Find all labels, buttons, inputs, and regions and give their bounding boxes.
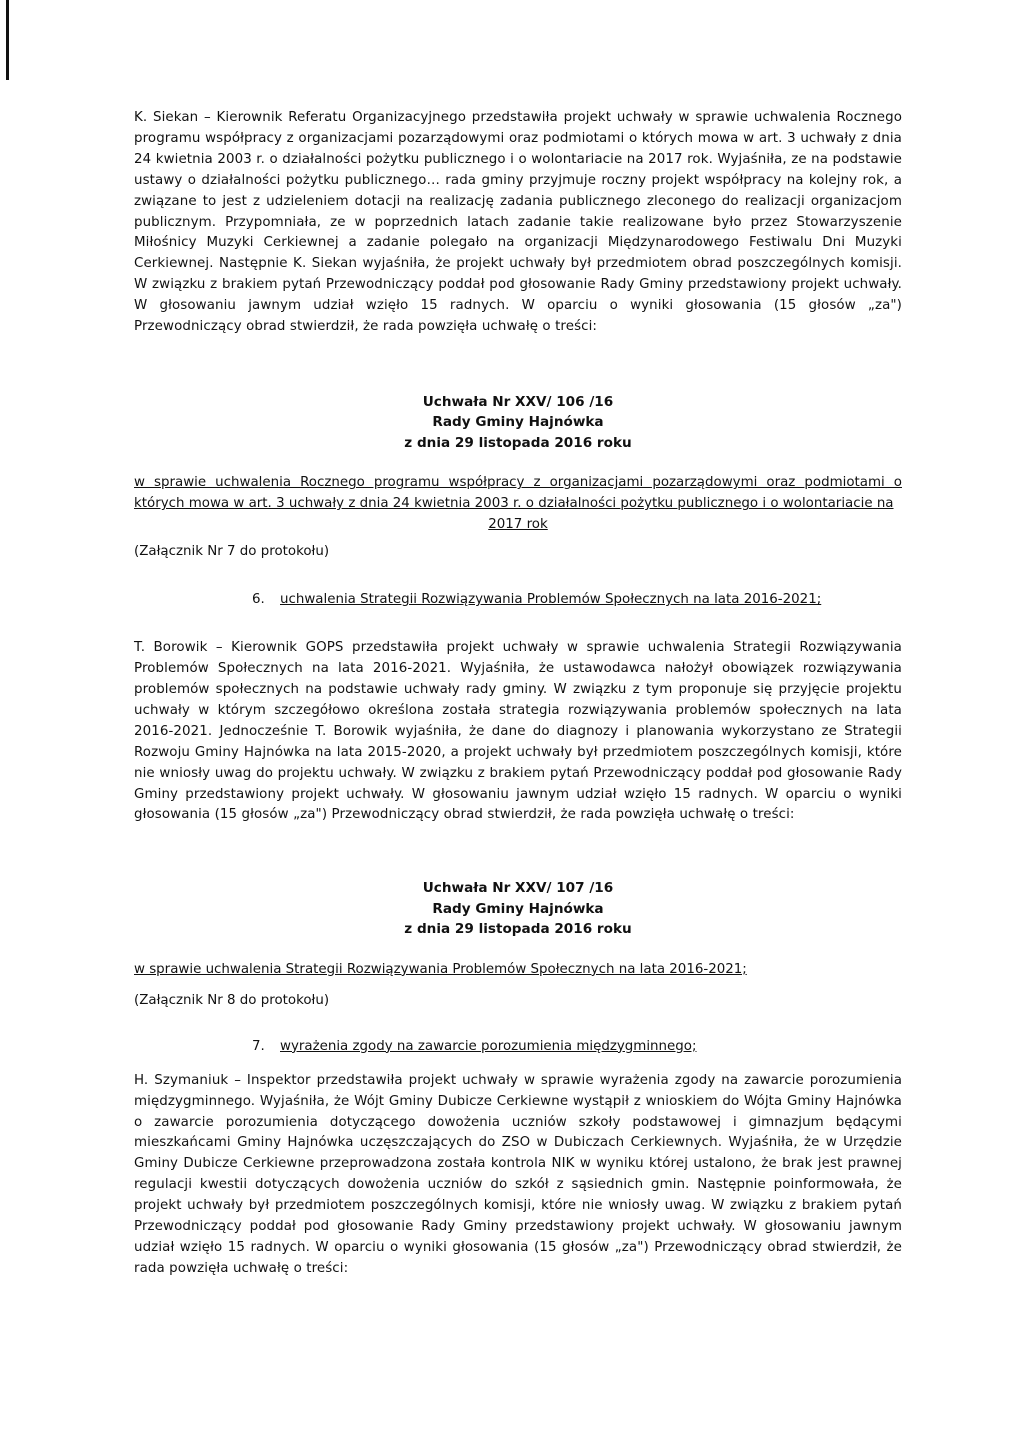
annex-8: (Załącznik Nr 8 do protokołu) [134, 992, 330, 1008]
resolution-council: Rady Gminy Hajnówka [432, 900, 604, 917]
resolution-subject-last-line: 2017 rok [488, 517, 548, 533]
agenda-item-title: uchwalenia Strategii Rozwiązywania Problemów Społecznych na lata 2016-2021; [280, 592, 822, 608]
annex-7: (Załącznik Nr 7 do protokołu) [134, 544, 330, 560]
paragraph-siekan: K. Siekan – Kierownik Referatu Organizacyjnego przedstawiła projekt uchwały w sprawie uchwalenia Rocznego programu współpracy z organizacjami pozarządowymi oraz podmiotami o których mowa w art. 3 uchwały z dnia 24 kwietnia 2003 r. o działalności pożytku publicznego i o wolontariacie na 2017 rok. Wyjaśniła, ze na podstawie ustawy o działalności pożytku publicznego… rada gminy przyjmuje roczny projekt współpracy na kolejny rok, a związane to jest z udzieleniem dotacji na realizację zadania publicznego zleconego do realizacji organizacjom publicznym. Przypomniała, ze w poprzednich latach zadanie takie realizowane było przez Stowarzyszenie Miłośnicy Muzyki Cerkiewnej a zadanie polegało na organizacji Międzynarodowego Festiwalu Dni Muzyki Cerkiewnej. Następnie K. Siekan wyjaśniła, że projekt uchwały był przedmiotem obrad poszczególnych komisji. W związku z brakiem pytań Przewodniczący poddał pod głosowanie Rady Gminy przedstawiony projekt uchwały. W głosowaniu jawnym udział wzięło 15 radnych. W oparciu o wyniki głosowania (15 głosów „za") Przewodniczący obrad stwierdził, że rada powzięła uchwałę o treści: [134, 110, 902, 335]
agenda-item-number: 6. [252, 592, 265, 608]
document-page [134, 108, 902, 1280]
paragraph-szymaniuk: H. Szymaniuk – Inspektor przedstawiła projekt uchwały w sprawie wyrażenia zgody na zawarcie porozumienia międzygminnego. Wyjaśniła, że Wójt Gminy Dubicze Cerkiewne wystąpił z wnioskiem do Wójta Gminy Hajnówka o zawarcie porozumienia dotyczącego dowożenia uczniów szkoły podstawowej i gimnazjum będącymi mieszkańcami Gminy Hajnówka uczęszczających do ZSO w Dubiczach Cerkiewnych. Wyjaśniła, że w Urzędzie Gminy Dubicze Cerkiewne przeprowadzona została kontrola NIK w wyniku której ustalono, że brak jest prawnej regulacji kwestii dotyczących dowożenia uczniów do szkół z sąsiednich gmin. Następnie poinformowała, że projekt uchwały był przedmiotem poszczególnych komisji, które nie wniosły uwag. W związku z brakiem pytań Przewodniczący poddał pod głosowanie Rady Gminy przedstawiony projekt uchwały. W głosowaniu jawnym udział wzięło 15 radnych. W oparciu o wyniki głosowania (15 głosów „za") Przewodniczący obrad stwierdził, że rada powzięła uchwałę o treści: [134, 1072, 902, 1276]
resolution-date: z dnia 29 listopada 2016 roku [404, 434, 632, 451]
agenda-item-6 [134, 590, 902, 610]
resolution-subject-text: w sprawie uchwalenia Rocznego programu współpracy z organizacjami pozarządowymi oraz podmiotami o których mowa w art. 3 uchwały z dnia 24 kwietnia 2003 r. o działalności pożytku publicznego i o wolontariacie na [134, 475, 902, 512]
resolution-council: Rady Gminy Hajnówka [432, 414, 604, 431]
resolution-106-title [134, 392, 902, 454]
agenda-item-title: wyrażenia zgody na zawarcie porozumienia międzygminnego; [280, 1038, 697, 1054]
resolution-number: Uchwała Nr XXV/ 106 /16 [422, 393, 614, 410]
resolution-106-subject [134, 473, 902, 536]
agenda-item-7 [134, 1037, 902, 1057]
resolution-107-subject: w sprawie uchwalenia Strategii Rozwiązywania Problemów Społecznych na lata 2016-2021; [134, 961, 747, 977]
scan-edge-line [6, 0, 9, 80]
paragraph-borowik: T. Borowik – Kierownik GOPS przedstawiła projekt uchwały w sprawie uchwalenia Strategii Rozwiązywania Problemów Społecznych na lata 2016-2021. Wyjaśniła, że ustawodawca nałożył obowiązek rozwiązywania problemów społecznych na podstawie uchwały rady gminy. W związku z tym proponuje się przyjęcie projektu uchwały w którym szczegółowo określona została strategia rozwiązywania problemów społecznych na lata 2016-2021. Jednocześnie T. Borowik wyjaśniła, że dane do diagnozy i planowania wykorzystano ze Strategii Rozwoju Gminy Hajnówka na lata 2015-2020, a projekt uchwały był przedmiotem poszczególnych komisji, które nie wniosły uwag do projektu uchwały. W związku z brakiem pytań Przewodniczący poddał pod głosowanie Rady Gminy przedstawiony projekt uchwały. W głosowaniu jawnym udział wzięło 15 radnych. W oparciu o wyniki głosowania (15 głosów „za") Przewodniczący obrad stwierdził, że rada powzięła uchwałę o treści: [134, 640, 902, 823]
resolution-107-title [134, 878, 902, 940]
agenda-item-number: 7. [252, 1038, 265, 1054]
resolution-number: Uchwała Nr XXV/ 107 /16 [422, 880, 614, 897]
resolution-date: z dnia 29 listopada 2016 roku [404, 921, 632, 938]
